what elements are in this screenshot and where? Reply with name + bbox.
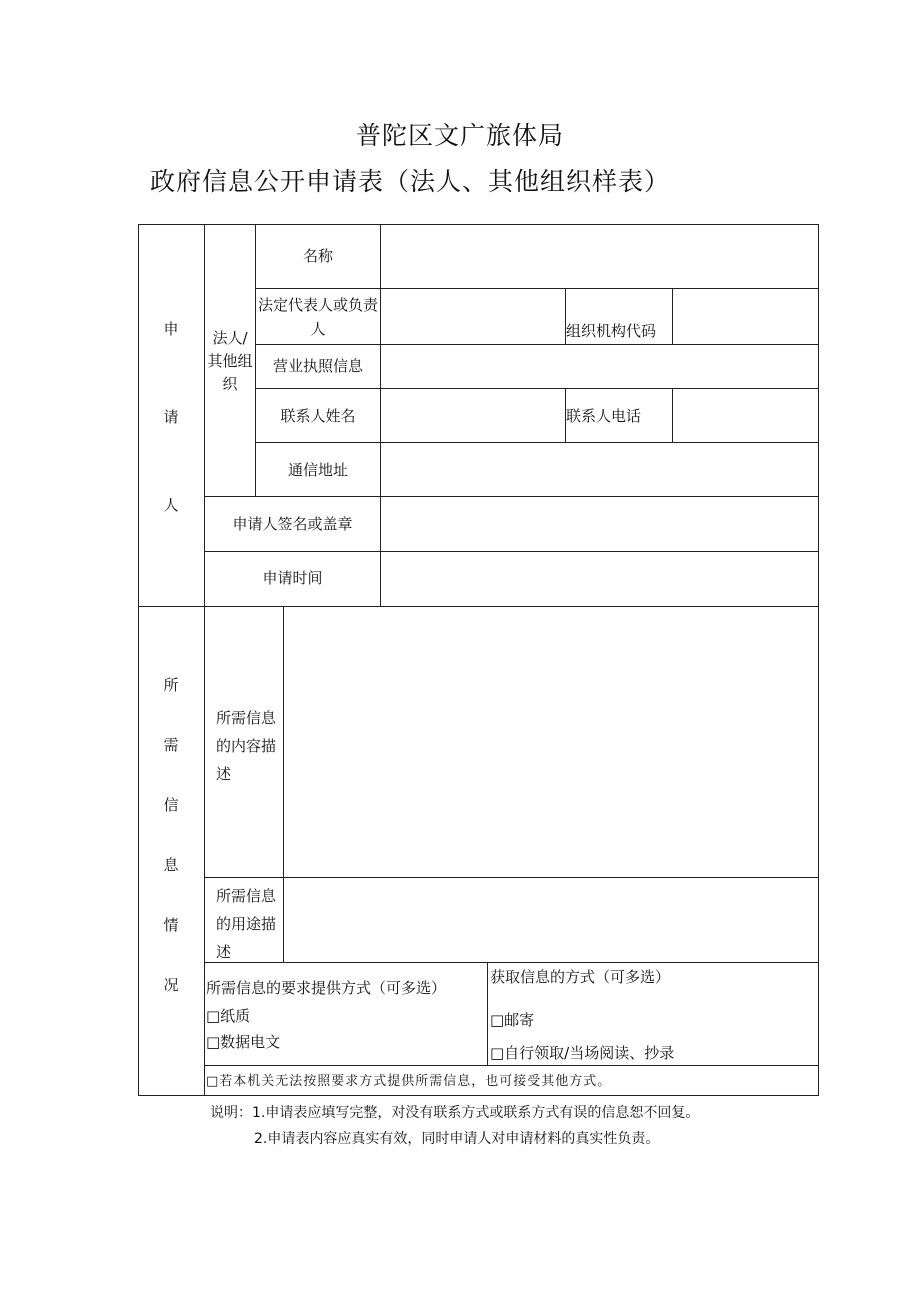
- license-input[interactable]: [381, 345, 818, 388]
- date-label: 申请时间: [262, 569, 323, 587]
- name-input[interactable]: [381, 225, 818, 288]
- contact-phone-label: 联系人电话: [566, 407, 642, 425]
- obtain-option-pickup[interactable]: □自行领取/当场阅读、抄录: [490, 1044, 675, 1062]
- license-label: 营业执照信息: [272, 357, 363, 375]
- provide-option-electronic[interactable]: □数据电文: [206, 1033, 281, 1051]
- section-label-char: 申: [163, 320, 179, 338]
- section-label-char: 人: [163, 496, 179, 514]
- section-label-char: 息: [163, 856, 179, 874]
- name-label: 名称: [302, 247, 333, 265]
- alt-method-checkbox[interactable]: □若本机关无法按照要求方式提供所需信息，也可接受其他方式。: [206, 1074, 612, 1089]
- signature-label: 申请人签名或盖章: [232, 515, 353, 533]
- section-label-char: 况: [163, 976, 179, 994]
- address-label: 通信地址: [287, 461, 348, 479]
- purpose-desc-label: 所需信息的用途描述: [216, 887, 277, 961]
- section-label-char: 信: [163, 796, 179, 814]
- signature-input[interactable]: [381, 497, 818, 551]
- date-input[interactable]: [381, 552, 818, 606]
- org-type-label: 法人/其他组织: [207, 329, 253, 393]
- section-label-char: 情: [163, 916, 179, 934]
- form-subtitle: 政府信息公开申请表（法人、其他组织样表）: [150, 167, 671, 196]
- org-code-input[interactable]: [673, 289, 818, 344]
- contact-phone-input[interactable]: [673, 389, 818, 442]
- contact-name-label: 联系人姓名: [280, 407, 356, 425]
- purpose-desc-input[interactable]: [284, 878, 818, 962]
- obtain-method-title: 获取信息的方式（可多选）: [490, 968, 671, 986]
- legal-rep-label: 法定代表人或负责人: [257, 296, 378, 338]
- content-desc-label: 所需信息的内容描述: [216, 709, 277, 783]
- section-label-char: 所: [163, 676, 179, 694]
- note-line-1: 说明：1.申请表应填写完整，对没有联系方式或联系方式有误的信息恕不回复。: [210, 1105, 700, 1121]
- section-label-char: 请: [163, 408, 179, 426]
- contact-name-input[interactable]: [381, 389, 565, 442]
- provide-method-title: 所需信息的要求提供方式（可多选）: [206, 979, 447, 997]
- form-title: 普陀区文广旅体局: [355, 121, 564, 150]
- section-label-char: 需: [163, 736, 179, 754]
- note-line-2: 2.申请表内容应真实有效，同时申请人对申请材料的真实性负责。: [254, 1131, 660, 1147]
- org-code-label: 组织机构代码: [566, 322, 657, 340]
- content-desc-input[interactable]: [284, 607, 818, 877]
- obtain-option-mail[interactable]: □邮寄: [490, 1011, 535, 1029]
- provide-option-paper[interactable]: □纸质: [206, 1007, 251, 1025]
- legal-rep-input[interactable]: [381, 289, 565, 344]
- address-input[interactable]: [381, 443, 818, 496]
